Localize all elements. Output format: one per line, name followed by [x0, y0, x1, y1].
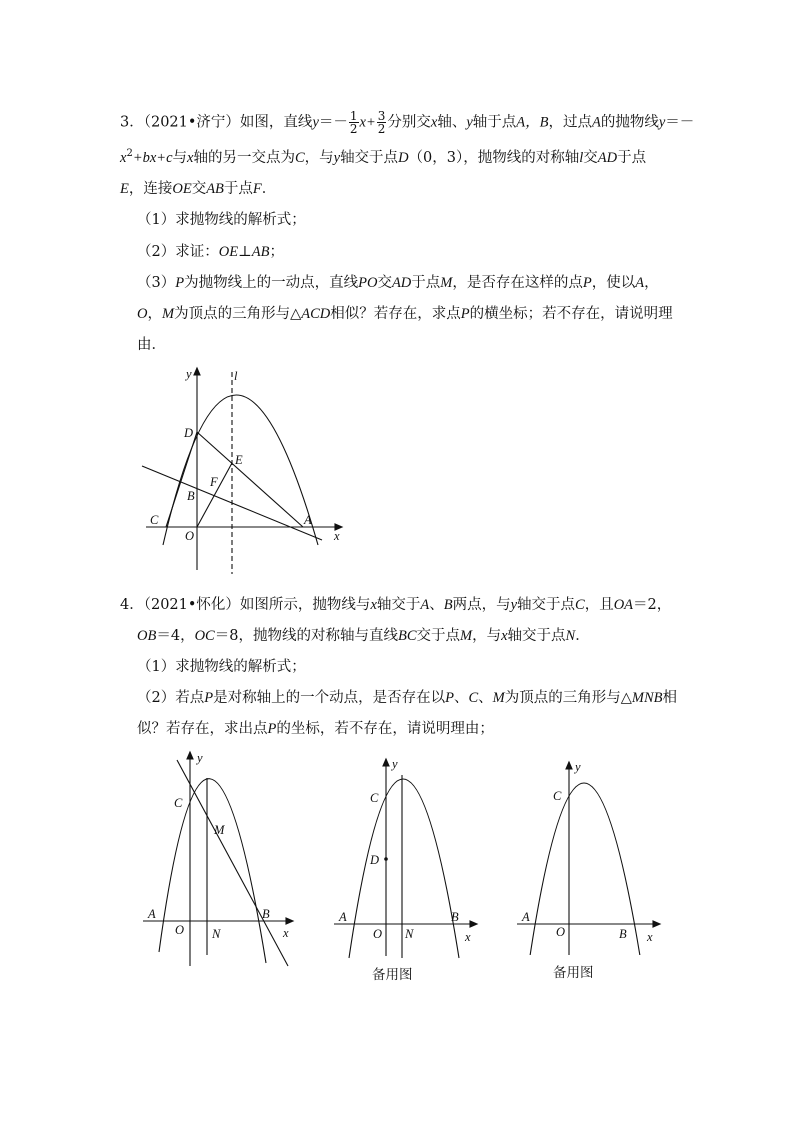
- label-A: A: [522, 910, 530, 924]
- text: （2）求证：: [137, 244, 219, 260]
- x-axis-arrow: [653, 921, 660, 927]
- text: ，: [644, 275, 659, 291]
- text: ，与: [304, 150, 334, 166]
- text: 轴、: [437, 114, 467, 131]
- text: 轴交于点: [340, 150, 399, 166]
- text: 相: [662, 690, 677, 706]
- math-var: MNB: [631, 690, 663, 706]
- text: （3）: [137, 275, 176, 291]
- text: 为顶点的三角形与△: [174, 306, 302, 322]
- text: 4．（2021•怀化）如图所示，抛物线与: [120, 597, 371, 613]
- p4-question-2-cont: [137, 717, 494, 738]
- math-var: N: [565, 628, 576, 644]
- text: 于点: [411, 275, 441, 291]
- figure-problem-4-spare-1: [330, 752, 480, 962]
- p3-line-3: [120, 177, 276, 198]
- label-y: y: [197, 751, 203, 765]
- figure-caption: 备用图: [372, 967, 413, 983]
- label-A: A: [148, 907, 156, 921]
- text: 为顶点的三角形与△: [504, 690, 632, 706]
- math-var: B: [443, 597, 453, 613]
- text: 的坐标，若不存在，请说明理由；: [276, 721, 494, 737]
- text: 轴交于: [376, 597, 421, 613]
- text: ＝8，抛物线的对称轴与直线: [214, 628, 398, 644]
- text: （1）求抛物线的解析式；: [137, 659, 306, 675]
- label-O: O: [175, 923, 185, 937]
- text: ，且: [584, 597, 614, 613]
- math-var: OC: [194, 628, 215, 644]
- math-var: l: [579, 150, 584, 166]
- math-var: x: [370, 597, 377, 613]
- text: ，过点: [548, 114, 592, 131]
- label-l: l: [234, 369, 238, 383]
- text: 交于点: [416, 628, 460, 644]
- text: 分别交: [387, 114, 431, 131]
- p3-question-3: [137, 271, 659, 292]
- text: 轴交于点: [507, 628, 566, 644]
- y-axis-arrow: [383, 759, 389, 766]
- label-C: C: [174, 796, 183, 810]
- p3-line-1: [120, 110, 694, 135]
- label-N: N: [405, 927, 414, 941]
- math-var: P: [175, 275, 185, 291]
- text: 3．（2021•济宁）如图，直线: [120, 114, 313, 131]
- text: 、: [478, 690, 493, 706]
- label-C: C: [553, 789, 562, 803]
- fraction-3-2: [377, 110, 387, 135]
- math-var: M: [161, 306, 175, 322]
- math-var: P: [267, 721, 277, 737]
- math-var: A，B: [516, 114, 549, 131]
- math-var: OE: [172, 181, 192, 197]
- text: （2）若点: [137, 690, 205, 706]
- label-A: A: [304, 513, 312, 527]
- math-var: O: [137, 306, 148, 322]
- point-D: [384, 857, 388, 861]
- label-x: x: [465, 930, 471, 944]
- x-axis-arrow: [470, 921, 477, 927]
- fraction-1-2: [349, 110, 359, 135]
- text: ，连接: [128, 181, 173, 197]
- text: 、: [429, 597, 444, 613]
- label-C: C: [150, 513, 159, 527]
- math-var: BC: [397, 628, 417, 644]
- label-M: M: [214, 823, 225, 837]
- text: ，使以: [591, 275, 636, 291]
- label-O: O: [185, 529, 195, 543]
- p4-question-1: [137, 655, 306, 676]
- math-var: AB: [251, 244, 270, 260]
- math-var: OA: [613, 597, 634, 613]
- label-E: E: [235, 453, 243, 467]
- label-B: B: [619, 927, 627, 941]
- perp-symbol: ⊥: [238, 244, 252, 260]
- math-var: ACD: [301, 306, 331, 322]
- text: ．: [261, 181, 277, 197]
- math-var: OB: [137, 628, 157, 644]
- text: 的横坐标；若不存在，请说明理: [469, 306, 673, 322]
- p4-question-2: [137, 686, 677, 707]
- label-N: N: [212, 927, 221, 941]
- text: 于点: [223, 181, 253, 197]
- label-y: y: [186, 367, 192, 381]
- text: ＝－: [665, 114, 695, 131]
- segment-OE: [197, 463, 232, 527]
- text: 轴交于点: [517, 597, 576, 613]
- text: 轴于点: [472, 114, 517, 131]
- y-axis-arrow: [566, 762, 572, 769]
- math-var: P: [445, 690, 454, 706]
- label-y: y: [392, 757, 398, 771]
- p3-question-3-cont: [137, 302, 673, 323]
- p3-line-2: [120, 146, 646, 167]
- text: 由．: [137, 337, 166, 353]
- parabola: [163, 395, 318, 545]
- label-D: D: [370, 853, 380, 867]
- label-B: B: [187, 489, 195, 503]
- p3-question-3-end: [137, 333, 166, 354]
- label-y: y: [575, 760, 581, 774]
- label-A: A: [339, 910, 347, 924]
- math-var: x: [120, 150, 127, 166]
- p4-line-2: [137, 624, 590, 645]
- math-var: AD: [597, 150, 618, 166]
- text: ；: [269, 244, 284, 260]
- text: ，与: [472, 628, 502, 644]
- math-var: C: [468, 690, 479, 706]
- math-var: x+: [359, 114, 376, 131]
- text: ＝4，: [156, 628, 195, 644]
- p4-line-1: [120, 593, 671, 614]
- label-O: O: [373, 927, 383, 941]
- math-var: D: [398, 150, 409, 166]
- math-var: C: [575, 597, 585, 613]
- text: 轴的另一交点为: [193, 150, 295, 166]
- numerator: 1: [349, 109, 358, 123]
- line-BC: [177, 760, 288, 966]
- math-var: y: [333, 150, 341, 166]
- text: ＝2，: [633, 597, 672, 613]
- math-var: F: [252, 181, 262, 197]
- denominator: 2: [377, 122, 386, 136]
- math-var: AB: [206, 181, 224, 197]
- figure-caption: 备用图: [553, 965, 594, 981]
- text: ．: [575, 628, 590, 644]
- superscript: 2: [126, 148, 133, 160]
- math-var: A: [420, 597, 430, 613]
- y-axis-arrow: [194, 368, 200, 375]
- text: 似？若存在，求出点: [137, 721, 268, 737]
- denominator: 2: [349, 122, 358, 136]
- text: ，是否存在这样的点: [452, 275, 583, 291]
- text: 交: [583, 150, 598, 166]
- math-var: x: [501, 628, 508, 644]
- math-var: P: [460, 306, 470, 322]
- p3-question-2: [137, 240, 284, 261]
- label-B: B: [262, 907, 270, 921]
- text: 交: [191, 181, 207, 197]
- text: 相似？若存在，求点: [330, 306, 461, 322]
- math-var: y: [312, 114, 319, 131]
- math-var: PO: [358, 275, 378, 291]
- math-var: AD: [391, 275, 412, 291]
- x-axis-arrow: [286, 918, 293, 924]
- text: 、: [453, 690, 469, 706]
- label-x: x: [283, 926, 289, 940]
- y-axis-arrow: [187, 752, 193, 759]
- math-var: P: [582, 275, 592, 291]
- math-var: M: [492, 690, 505, 706]
- text: 于点: [617, 150, 647, 166]
- text: ，: [147, 306, 162, 322]
- text: 为抛物线上的一动点，直线: [184, 275, 359, 291]
- math-var: y: [510, 597, 518, 613]
- segment-CD: [166, 432, 197, 527]
- math-var: M: [460, 628, 473, 644]
- math-var: OE: [218, 244, 239, 260]
- math-var: +bx+c: [132, 150, 173, 166]
- text: 两点，与: [452, 597, 511, 613]
- math-var: P: [204, 690, 214, 706]
- label-O: O: [556, 925, 566, 939]
- math-var: x: [187, 150, 194, 166]
- label-x: x: [334, 529, 340, 543]
- text: 是对称轴上的一个动点，是否存在以: [213, 690, 446, 706]
- math-var: y: [658, 114, 666, 131]
- text: 的抛物线: [600, 114, 659, 131]
- numerator: 3: [377, 109, 386, 123]
- text: 与: [172, 150, 188, 166]
- label-B: B: [451, 910, 459, 924]
- label-C: C: [370, 791, 379, 805]
- figure-problem-4-spare-2: [510, 755, 665, 955]
- text: ＝－: [318, 114, 348, 131]
- parabola: [349, 779, 459, 958]
- label-D: D: [184, 426, 194, 440]
- text: 交: [377, 275, 392, 291]
- math-var: E: [120, 181, 129, 197]
- math-var: y: [466, 114, 473, 131]
- text: （0，3），抛物线的对称轴: [408, 150, 580, 166]
- math-var: M: [440, 275, 453, 291]
- label-x: x: [647, 930, 653, 944]
- figure-problem-3: [130, 362, 360, 577]
- label-F: F: [210, 475, 218, 489]
- p3-question-1: [137, 208, 306, 229]
- math-var: A: [591, 114, 601, 131]
- math-var: x: [430, 114, 438, 131]
- math-var: A: [635, 275, 645, 291]
- math-var: C: [294, 150, 305, 166]
- text: （1）求抛物线的解析式；: [137, 212, 306, 228]
- figure-problem-4-main: [140, 745, 300, 970]
